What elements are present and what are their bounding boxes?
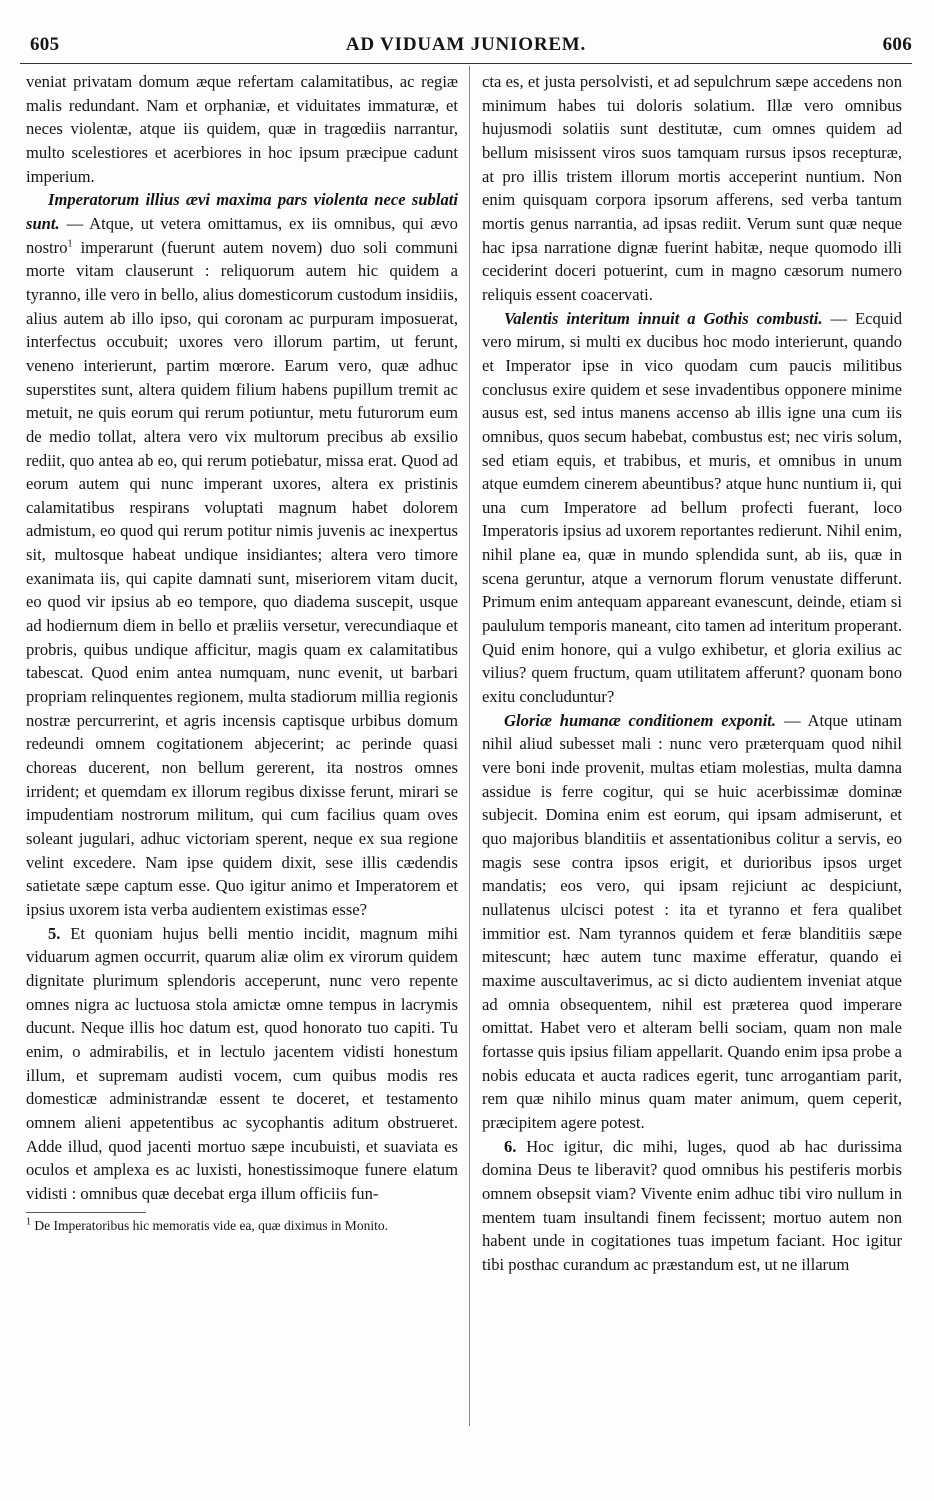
header-rule bbox=[20, 63, 912, 64]
paragraph-text: — Atque utinam nihil aliud subesset mali : nunc vero præterquam quod nihil vere boni inde provenit, multas etiam molestias, multa damna assidue is ferre cogitur, qui se huic acerbissimæ dominæ subjecit. Domina enim est eorum, qui ipsam admiserunt, et quo majoribus blanditiis et assentationibus colitur a servis, eo magis sese contra ipsos erigit, et durioribus ipsos urget mandatis; eos vero, qui ipsam rejiciunt ac despiciunt, nullatenus ulcisci potest : ita et tyranno et fera qualibet immitior est. Nam tyrannos quidem et feræ blanditiis sæpe mitescunt; hæc autem tunc maxime efferatur, quando ei maxime auscultaverimus, ac si dicto audientem inveniat atque ad omnia obsequentem, nihil est præterea quod imperare omittat. Habet vero et alteram belli sociam, quam non male fortasse quis ipsius filiam appellarit. Quando enim ipsa probe a nobis educata et aucta radices egerit, tunc arrogantiam parit, rem quæ nihilo minus quam mater animum, quem ceperit, præcipitem agere potest. bbox=[482, 710, 902, 1132]
paragraph bbox=[482, 307, 902, 709]
paragraph bbox=[482, 1135, 902, 1277]
footnote-reference: 1 bbox=[67, 238, 73, 250]
left-column bbox=[26, 70, 458, 1490]
page-number-left: 605 bbox=[30, 34, 60, 55]
paragraph-text: Hoc igitur, dic mihi, luges, quod ab hac durissima domina Deus te liberavit? quod omnibus his pestiferis morbis omnem obsepsit viam? Vivente enim adhuc tibi viro nullum in mentem tuam insultandi finem fecissent; mortuo autem non habent unde in cogitationes tuas impetum faciant. Hoc igitur tibi posthac curandum ac præstandum est, ut ne illarum bbox=[482, 1136, 902, 1274]
page-number-right: 606 bbox=[882, 34, 912, 55]
paragraph-text: Et quoniam hujus belli mentio incidit, magnum mihi viduarum agmen occurrit, quarum aliæ olim ex virorum quidem dignitate plurimum splendoris acceperunt, nunc vero repente omnes nigra ac luctuosa stola amictæ omne tempus in lacrymis ducunt. Neque illis hoc datum est, quod honorato tuo capiti. Tu enim, o admirabilis, et in lectulo jacentem vidisti honestum illum, et supremam audisti vocem, cum quibus modis res domesticæ administrandæ essent te doceret, et testamento omnem alieni appetentibus ac sycophantis aditum obstrueret. Adde illud, quod jacenti mortuo sæpe incubuisti, et suaviata es oculos et amplexa es ac luxisti, honestissimoque funere elatum vidisti : omnibus quæ decebat erga illum officiis fun- bbox=[26, 923, 458, 1203]
marginal-lemma: Gloriæ humanæ conditionem exponit. bbox=[504, 710, 777, 730]
paragraph: cta es, et justa persolvisti, et ad sepulchrum sæpe accedens non minimum habes tui doloris solatium. Illæ vero omnibus hujusmodi solatiis sunt destitutæ, cum omnes quidem ad bellum misissent viros suos tamquam rursus ipsos recepturæ, at pro illis tristem illorum mortis acceperint nuntium. Non enim quisquam corpora ipsorum afferens, sed verba tantum mortis genus narrantia, ad ipsas rediit. Verum sunt quæ neque hac ipsa narratione dignæ fuerint habitæ, neque quomodo illi ceciderint doceri potuerint, cum in magno cæsorum numero reliquis essent coacervati. bbox=[482, 72, 902, 304]
running-header bbox=[20, 26, 912, 60]
footnote bbox=[26, 1217, 458, 1234]
paragraph-text: — Ecquid vero mirum, si multi ex ducibus hoc modo interierunt, quando et Imperator ipse in vico quodam cum paucis militibus conclusus exire quidem et sese invadentibus opponere minime ausus est, sed intus manens accenso ab illis igne una cum iis omnibus, quos secum habebat, combustus est; nec viris solum, sed etiam equis, et trabibus, et muris, et omnibus in unum atque eumdem cinerem abeuntibus? atque hunc nuntium ii, qui una cum Imperatore ad bellum profecti fuerant, loco Imperatoris ipsius ad uxorem reportantes redierunt. Nihil enim, nihil plane ea, quæ in mundo splendida sunt, ab iis, quæ in scena geruntur, atque a vernorum florum venustate differunt. Primum enim antequam appareant evanescunt, deinde, etiam si paululum temporis maneant, cito tamen ad interitum properant. Quid enim honore, qui a vulgo exhibetur, et gloria exilius ac vilius? quem fructum, quam utilitatem afferunt? quonam bono exitu concluduntur? bbox=[482, 308, 902, 707]
section-number: 6. bbox=[504, 1136, 517, 1156]
footnote-mark: 1 bbox=[26, 1216, 31, 1227]
paragraph-text: — Atque, ut vetera omittamus, ex iis omnibus, qui ævo nostro bbox=[26, 213, 458, 257]
paragraph bbox=[26, 922, 458, 1206]
right-column bbox=[482, 70, 902, 1490]
column-divider bbox=[469, 66, 470, 1426]
running-title: AD VIDUAM JUNIOREM. bbox=[345, 34, 587, 55]
footnote-text: De Imperatoribus hic memoratis vide ea, quæ diximus in Monito. bbox=[34, 1217, 388, 1233]
paragraph bbox=[482, 709, 902, 1135]
paragraph-text: imperarunt (fuerunt autem novem) duo soli communi morte vitam clauserunt : reliquorum autem hic quidem a tyranno, ille vero in bello, alius domesticorum custodum insidiis, alius autem ab illo ipso, qui coronam ac purpuram imposuerat, interfectus occubuit; uxores vero illorum partim, ut ferunt, veneno interierunt, partim mœrore. Earum vero, quæ adhuc superstites sunt, altera quidem filium habens pupillum tremit ac metuit, ne quis eorum qui rerum potiuntur, metu futurorum eum de medio tollat, altera vero vix multorum precibus ab exsilio rediit, quo antea ab eo, qui rerum potiebatur, missa erat. Quod ad eorum autem qui nunc imperant uxores, altera ex pristinis calamitatibus respirans voluptati magnum habet dolorem admistum, eo quod qui rerum potitur nimis juvenis ac inexpertus sit, multosque habeat undique insidiantes; altera vero timore exanimata iis, qui capite damnati sunt, miseriorem vitam ducit, eo quod vir ipsius ab eo tempore, quo diadema suscepit, usque ad hodiernum diem in bello et præliis versetur, verecundiaque et probris, quibus undique afficitur, magis quam ex calamitatibus tabescat. Quod enim antea numquam, nunc evenit, ut barbari propriam relinquentes regionem, multa stadiorum millia regionis nostræ percurrerint, et agris incensis captisque urbibus domum redeundi omnem cogitationem abjecerint; ac perinde quasi choreas ducerent, non bellum gererent, ita nostros omnes irrident; et quemdam ex illorum regibus dixisse ferunt, mirari se impudentiam nostrorum militum, qui cum facilius quam oves soleant jugulari, adhuc victoriam sperent, neque ex sua regione velint excedere. Nam ipse quidem dixit, sese illis cædendis satietate sæpe captum esse. Quo igitur animo et Imperatorem et ipsius uxorem ista verba audientem existimas esse? bbox=[26, 237, 458, 919]
section-number: 5. bbox=[48, 923, 61, 943]
marginal-lemma: Valentis interitum innuit a Gothis combusti. bbox=[504, 308, 823, 328]
paragraph: veniat privatam domum æque refertam calamitatibus, ac regiæ malis redundant. Nam et orphaniæ, et viduitates immaturæ, et neces violentæ, atque iis quidem, quæ in tragœdiis narrantur, multo scelestiores et acerbiores in hoc ipsum præcipue cadunt imperium. bbox=[26, 72, 458, 186]
marginal-lemma: Imperatorum illius ævi maxima pars violenta nece sublati sunt. bbox=[26, 190, 458, 233]
footnote-rule bbox=[26, 1212, 146, 1213]
paragraph bbox=[26, 188, 458, 921]
